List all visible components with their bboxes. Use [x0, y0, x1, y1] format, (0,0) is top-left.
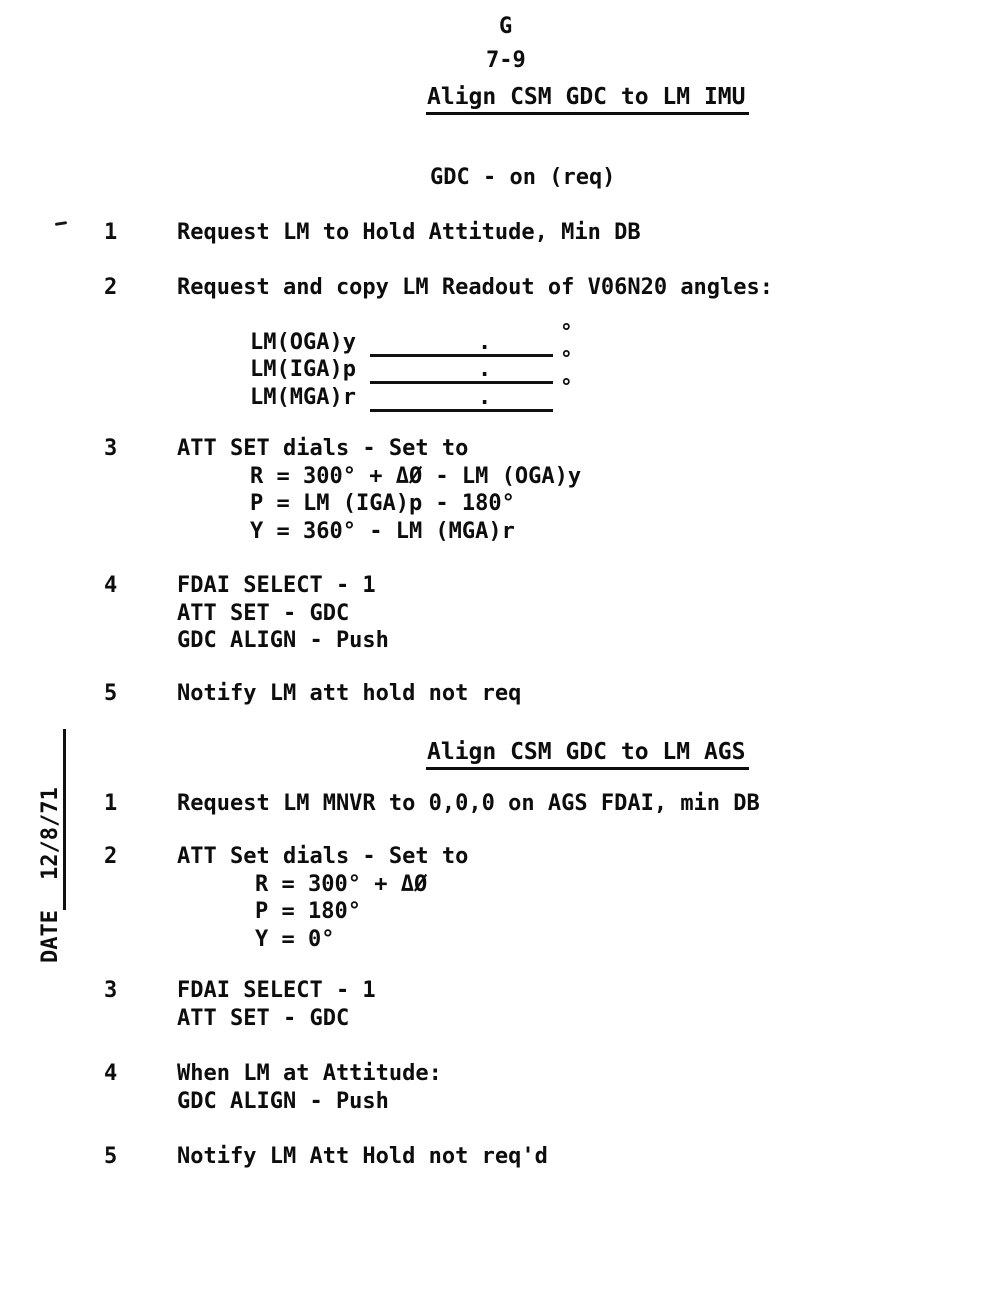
- readout-blank-field: [370, 355, 553, 384]
- step-text: ATT SET dials - Set to: [177, 436, 469, 461]
- decimal-point: .: [478, 329, 492, 355]
- step-text: Y = 360° - LM (MGA)r: [250, 518, 515, 544]
- step-text: P = 180°: [255, 899, 361, 924]
- step-number: 4: [104, 573, 118, 598]
- step-text: FDAI SELECT - 1: [177, 978, 376, 1003]
- step-text: R = 300° + ΔØ - LM (OGA)y: [250, 463, 582, 489]
- date-label: DATE: [38, 910, 63, 963]
- ags-step-3: [104, 977, 376, 1032]
- step-text: ATT SET - GDC: [177, 600, 350, 626]
- step-number: 5: [104, 681, 118, 706]
- degree-symbol: °: [560, 319, 573, 344]
- ags-step-1: [104, 790, 760, 818]
- step-text: ATT SET - GDC: [177, 1005, 350, 1031]
- step-number: 1: [104, 791, 118, 816]
- degree-symbol: °: [560, 347, 573, 371]
- step-number: 2: [104, 844, 118, 869]
- step-text: Notify LM Att Hold not req'd: [177, 1144, 548, 1169]
- section-imu-title: Align CSM GDC to LM IMU: [426, 84, 749, 115]
- section-ags-title: Align CSM GDC to LM AGS: [426, 739, 749, 770]
- imu-step-1: [104, 219, 641, 247]
- readout-blank-field: [370, 328, 553, 357]
- step-text: Y = 0°: [255, 926, 335, 952]
- imu-step-2: [104, 274, 773, 302]
- readout-label: LM(OGA)y: [250, 329, 356, 355]
- step-number: 2: [104, 275, 118, 300]
- step-text: Request LM to Hold Attitude, Min DB: [177, 220, 641, 245]
- decimal-point: .: [478, 384, 492, 410]
- readout-blank-field: [370, 383, 553, 412]
- ags-step-4: [104, 1060, 442, 1115]
- step-number: 3: [104, 978, 118, 1003]
- date-underline: [38, 729, 66, 910]
- step-number: 5: [104, 1144, 118, 1169]
- degree-symbol: °: [560, 374, 573, 399]
- page-number: 7-9: [486, 48, 526, 73]
- step-number: 1: [104, 220, 118, 245]
- step-text: GDC ALIGN - Push: [177, 1088, 389, 1114]
- step-text: R = 300° + ΔØ: [255, 871, 428, 897]
- step-text: Request LM MNVR to 0,0,0 on AGS FDAI, min DB: [177, 791, 760, 816]
- readout-row-mga: [250, 374, 580, 412]
- step-text: GDC ALIGN - Push: [177, 628, 389, 653]
- readout-label: LM(MGA)r: [250, 384, 356, 410]
- gdc-on-note: GDC - on (req): [430, 165, 616, 190]
- readout-row-iga: [250, 347, 580, 385]
- imu-step-3: [104, 435, 581, 545]
- ags-step-5: [104, 1143, 548, 1171]
- ags-step-2: [104, 843, 468, 953]
- imu-step-5: [104, 680, 521, 708]
- step-text: P = LM (IGA)p - 180°: [250, 491, 515, 516]
- date-value: 12/8/71: [38, 787, 63, 881]
- step-number: 4: [104, 1061, 118, 1086]
- v06n20-readout-block: [250, 319, 580, 412]
- readout-label: LM(IGA)p: [250, 357, 356, 382]
- step-text: ATT Set dials - Set to: [177, 844, 469, 869]
- step-text: FDAI SELECT - 1: [177, 573, 376, 598]
- imu-step-4: [104, 572, 389, 655]
- step-text: Request and copy LM Readout of V06N20 angles:: [177, 275, 774, 300]
- decimal-point: .: [478, 357, 492, 382]
- step-text: Notify LM att hold not req: [177, 681, 522, 706]
- step-text: When LM at Attitude:: [177, 1061, 442, 1086]
- stray-scan-mark: [55, 221, 67, 226]
- page-series-letter: G: [499, 14, 513, 39]
- readout-row-oga: [250, 319, 580, 357]
- step-number: 3: [104, 436, 118, 461]
- date-sidebar: [38, 729, 63, 963]
